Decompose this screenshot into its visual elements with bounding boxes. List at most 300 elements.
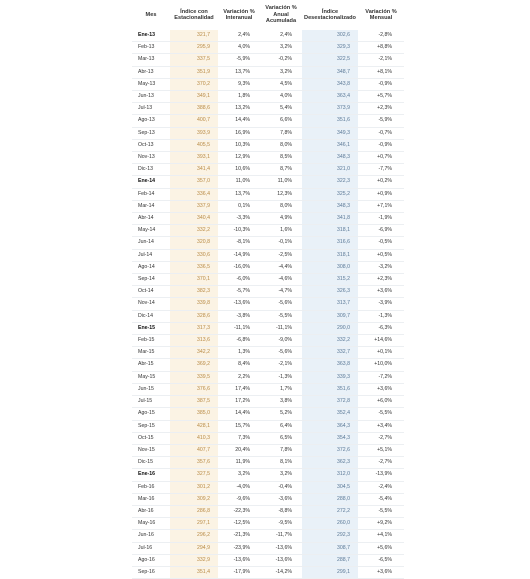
cell-indice-desestacionalizado: 315,2: [302, 274, 358, 286]
cell-variacion-interanual: 2,2%: [218, 371, 260, 383]
header-mes: Mes: [132, 0, 170, 30]
cell-indice-desestacionalizado: 308,7: [302, 542, 358, 554]
cell-variacion-interanual: -5,9%: [218, 54, 260, 66]
cell-mes: Dic-13: [132, 164, 170, 176]
cell-variacion-mensual: -2,7%: [358, 457, 404, 469]
cell-mes: May-13: [132, 78, 170, 90]
cell-indice-estacionalidad: 330,6: [170, 249, 218, 261]
cell-variacion-mensual: +8,1%: [358, 66, 404, 78]
cell-variacion-anual-acumulada: 6,6%: [260, 115, 302, 127]
cell-variacion-interanual: 16,9%: [218, 127, 260, 139]
table-header: [132, 0, 404, 30]
cell-variacion-interanual: 11,0%: [218, 176, 260, 188]
table-row: [132, 54, 404, 66]
table-row: [132, 298, 404, 310]
cell-indice-desestacionalizado: 348,7: [302, 66, 358, 78]
cell-indice-desestacionalizado: 288,0: [302, 493, 358, 505]
cell-mes: Nov-13: [132, 152, 170, 164]
cell-mes: Nov-15: [132, 444, 170, 456]
cell-variacion-mensual: +0,9%: [358, 188, 404, 200]
cell-variacion-interanual: 10,3%: [218, 139, 260, 151]
header-row: [132, 0, 404, 30]
cell-indice-desestacionalizado: 348,3: [302, 152, 358, 164]
cell-indice-estacionalidad: 320,8: [170, 237, 218, 249]
cell-variacion-anual-acumulada: -9,5%: [260, 518, 302, 530]
cell-variacion-anual-acumulada: -2,1%: [260, 359, 302, 371]
cell-variacion-mensual: -0,7%: [358, 127, 404, 139]
cell-variacion-mensual: +4,1%: [358, 530, 404, 542]
cell-variacion-anual-acumulada: 3,2%: [260, 42, 302, 54]
cell-variacion-interanual: -21,3%: [218, 530, 260, 542]
cell-variacion-interanual: -3,3%: [218, 213, 260, 225]
cell-variacion-anual-acumulada: 6,5%: [260, 432, 302, 444]
cell-indice-desestacionalizado: 351,6: [302, 115, 358, 127]
cell-variacion-mensual: -1,9%: [358, 213, 404, 225]
table-row: [132, 103, 404, 115]
cell-indice-estacionalidad: 297,1: [170, 518, 218, 530]
cell-indice-desestacionalizado: 329,3: [302, 42, 358, 54]
cell-variacion-interanual: -6,8%: [218, 335, 260, 347]
cell-mes: Feb-16: [132, 481, 170, 493]
cell-indice-desestacionalizado: 272,2: [302, 505, 358, 517]
table-row: [132, 383, 404, 395]
cell-indice-desestacionalizado: 339,3: [302, 371, 358, 383]
cell-mes: Jun-16: [132, 530, 170, 542]
cell-mes: Feb-13: [132, 42, 170, 54]
cell-indice-desestacionalizado: 288,7: [302, 554, 358, 566]
cell-indice-estacionalidad: 332,2: [170, 225, 218, 237]
cell-variacion-anual-acumulada: 4,0%: [260, 91, 302, 103]
cell-variacion-mensual: +2,3%: [358, 103, 404, 115]
cell-variacion-mensual: +14,6%: [358, 335, 404, 347]
cell-indice-estacionalidad: 388,6: [170, 103, 218, 115]
cell-variacion-interanual: -5,7%: [218, 286, 260, 298]
cell-indice-desestacionalizado: 308,0: [302, 261, 358, 273]
cell-indice-desestacionalizado: 364,3: [302, 420, 358, 432]
table-row: [132, 164, 404, 176]
cell-variacion-interanual: 14,4%: [218, 115, 260, 127]
cell-mes: Jul-13: [132, 103, 170, 115]
table-row: [132, 176, 404, 188]
cell-indice-estacionalidad: 407,7: [170, 444, 218, 456]
cell-variacion-anual-acumulada: 3,2%: [260, 66, 302, 78]
cell-variacion-anual-acumulada: 8,5%: [260, 152, 302, 164]
cell-variacion-anual-acumulada: 8,1%: [260, 457, 302, 469]
cell-indice-desestacionalizado: 321,0: [302, 164, 358, 176]
cell-mes: Sep-15: [132, 420, 170, 432]
cell-variacion-mensual: -5,5%: [358, 408, 404, 420]
cell-variacion-anual-acumulada: 8,7%: [260, 164, 302, 176]
cell-mes: Mar-14: [132, 200, 170, 212]
cell-mes: Jul-16: [132, 542, 170, 554]
cell-indice-estacionalidad: 393,9: [170, 127, 218, 139]
cell-variacion-interanual: 13,2%: [218, 103, 260, 115]
cell-indice-desestacionalizado: 292,3: [302, 530, 358, 542]
cell-mes: Ago-16: [132, 554, 170, 566]
cell-variacion-anual-acumulada: -8,8%: [260, 505, 302, 517]
cell-mes: Abr-14: [132, 213, 170, 225]
cell-mes: Ago-13: [132, 115, 170, 127]
cell-variacion-anual-acumulada: 8,0%: [260, 139, 302, 151]
cell-mes: Oct-13: [132, 139, 170, 151]
cell-mes: Ene-16: [132, 469, 170, 481]
cell-indice-desestacionalizado: 302,6: [302, 30, 358, 42]
cell-indice-desestacionalizado: 316,6: [302, 237, 358, 249]
cell-mes: Jun-15: [132, 383, 170, 395]
table-row: [132, 66, 404, 78]
cell-variacion-interanual: 13,7%: [218, 66, 260, 78]
cell-variacion-anual-acumulada: 3,2%: [260, 469, 302, 481]
table-row: [132, 481, 404, 493]
cell-variacion-interanual: -6,0%: [218, 274, 260, 286]
cell-mes: Sep-13: [132, 127, 170, 139]
table-row: [132, 322, 404, 334]
cell-mes: Ago-15: [132, 408, 170, 420]
cell-mes: Mar-15: [132, 347, 170, 359]
cell-variacion-interanual: -9,6%: [218, 493, 260, 505]
table-row: [132, 274, 404, 286]
cell-variacion-anual-acumulada: 3,8%: [260, 396, 302, 408]
cell-indice-estacionalidad: 369,2: [170, 359, 218, 371]
cell-variacion-anual-acumulada: 2,4%: [260, 30, 302, 42]
header-variacion-anual-acumulada: Variación % Anual Acumulada: [260, 0, 302, 30]
cell-variacion-interanual: 20,4%: [218, 444, 260, 456]
cell-mes: May-16: [132, 518, 170, 530]
cell-indice-desestacionalizado: 343,8: [302, 78, 358, 90]
cell-variacion-mensual: +0,1%: [358, 347, 404, 359]
cell-indice-desestacionalizado: 363,4: [302, 91, 358, 103]
cell-variacion-interanual: 11,9%: [218, 457, 260, 469]
cell-variacion-interanual: -3,8%: [218, 310, 260, 322]
cell-variacion-anual-acumulada: 12,3%: [260, 188, 302, 200]
table-row: [132, 42, 404, 54]
cell-mes: Jul-15: [132, 396, 170, 408]
cell-indice-desestacionalizado: 373,9: [302, 103, 358, 115]
cell-mes: Abr-13: [132, 66, 170, 78]
cell-mes: Oct-14: [132, 286, 170, 298]
cell-variacion-interanual: -11,1%: [218, 322, 260, 334]
table-row: [132, 335, 404, 347]
table-row: [132, 530, 404, 542]
data-table-container: [132, 0, 404, 579]
table-body: [132, 30, 404, 579]
table-row: [132, 493, 404, 505]
table-row: [132, 396, 404, 408]
cell-mes: Jun-13: [132, 91, 170, 103]
cell-indice-desestacionalizado: 322,5: [302, 54, 358, 66]
cell-indice-estacionalidad: 339,8: [170, 298, 218, 310]
cell-variacion-interanual: -22,3%: [218, 505, 260, 517]
cell-variacion-anual-acumulada: 4,5%: [260, 78, 302, 90]
cell-variacion-interanual: -13,6%: [218, 554, 260, 566]
cell-variacion-interanual: -17,9%: [218, 566, 260, 578]
cell-variacion-interanual: 17,2%: [218, 396, 260, 408]
cell-mes: Abr-16: [132, 505, 170, 517]
cell-variacion-anual-acumulada: 1,7%: [260, 383, 302, 395]
cell-indice-desestacionalizado: 299,1: [302, 566, 358, 578]
cell-variacion-anual-acumulada: -13,6%: [260, 542, 302, 554]
cell-mes: May-14: [132, 225, 170, 237]
cell-variacion-mensual: -6,5%: [358, 554, 404, 566]
cell-indice-desestacionalizado: 363,8: [302, 359, 358, 371]
cell-variacion-mensual: +3,6%: [358, 286, 404, 298]
table-row: [132, 78, 404, 90]
cell-indice-desestacionalizado: 348,3: [302, 200, 358, 212]
cell-indice-estacionalidad: 349,1: [170, 91, 218, 103]
cell-variacion-interanual: 12,9%: [218, 152, 260, 164]
cell-variacion-anual-acumulada: -0,4%: [260, 481, 302, 493]
table-row: [132, 554, 404, 566]
cell-indice-desestacionalizado: 322,3: [302, 176, 358, 188]
cell-indice-desestacionalizado: 352,4: [302, 408, 358, 420]
cell-indice-desestacionalizado: 313,7: [302, 298, 358, 310]
cell-indice-estacionalidad: 410,3: [170, 432, 218, 444]
cell-indice-estacionalidad: 337,5: [170, 54, 218, 66]
cell-variacion-mensual: +6,0%: [358, 396, 404, 408]
cell-variacion-interanual: -16,0%: [218, 261, 260, 273]
cell-indice-estacionalidad: 387,5: [170, 396, 218, 408]
cell-variacion-interanual: 0,1%: [218, 200, 260, 212]
cell-variacion-interanual: -10,3%: [218, 225, 260, 237]
table-row: [132, 213, 404, 225]
cell-variacion-anual-acumulada: -5,6%: [260, 298, 302, 310]
header-variacion-mensual: Variación % Mensual: [358, 0, 404, 30]
cell-indice-desestacionalizado: 341,8: [302, 213, 358, 225]
cell-variacion-interanual: 7,3%: [218, 432, 260, 444]
table-row: [132, 310, 404, 322]
cell-variacion-anual-acumulada: -0,2%: [260, 54, 302, 66]
table-row: [132, 457, 404, 469]
cell-mes: Oct-15: [132, 432, 170, 444]
cell-mes: Nov-14: [132, 298, 170, 310]
cell-variacion-interanual: -13,6%: [218, 298, 260, 310]
table-row: [132, 518, 404, 530]
table-row: [132, 152, 404, 164]
cell-indice-estacionalidad: 327,5: [170, 469, 218, 481]
table-row: [132, 359, 404, 371]
cell-indice-estacionalidad: 340,4: [170, 213, 218, 225]
cell-variacion-interanual: 1,8%: [218, 91, 260, 103]
cell-variacion-anual-acumulada: 11,0%: [260, 176, 302, 188]
table-row: [132, 127, 404, 139]
table-row: [132, 469, 404, 481]
cell-indice-estacionalidad: 313,6: [170, 335, 218, 347]
table-row: [132, 91, 404, 103]
cell-variacion-mensual: -1,3%: [358, 310, 404, 322]
cell-variacion-mensual: -3,9%: [358, 298, 404, 310]
cell-variacion-interanual: 10,6%: [218, 164, 260, 176]
cell-variacion-anual-acumulada: 5,2%: [260, 408, 302, 420]
cell-indice-desestacionalizado: 362,3: [302, 457, 358, 469]
table-row: [132, 371, 404, 383]
cell-variacion-mensual: -5,9%: [358, 115, 404, 127]
cell-variacion-anual-acumulada: 7,8%: [260, 127, 302, 139]
cell-variacion-mensual: +5,6%: [358, 542, 404, 554]
cell-variacion-interanual: -23,9%: [218, 542, 260, 554]
cell-indice-desestacionalizado: 312,0: [302, 469, 358, 481]
cell-mes: Ene-14: [132, 176, 170, 188]
cell-mes: Abr-15: [132, 359, 170, 371]
cell-mes: Mar-16: [132, 493, 170, 505]
cell-indice-estacionalidad: 317,3: [170, 322, 218, 334]
cell-variacion-anual-acumulada: 4,9%: [260, 213, 302, 225]
table-row: [132, 249, 404, 261]
cell-variacion-mensual: -3,2%: [358, 261, 404, 273]
table-row: [132, 237, 404, 249]
cell-variacion-interanual: -4,0%: [218, 481, 260, 493]
cell-indice-desestacionalizado: 332,7: [302, 347, 358, 359]
cell-mes: Mar-13: [132, 54, 170, 66]
cell-variacion-mensual: +9,2%: [358, 518, 404, 530]
cell-indice-estacionalidad: 341,4: [170, 164, 218, 176]
cell-indice-estacionalidad: 286,8: [170, 505, 218, 517]
cell-indice-estacionalidad: 294,9: [170, 542, 218, 554]
cell-mes: Ago-14: [132, 261, 170, 273]
cell-indice-desestacionalizado: 354,3: [302, 432, 358, 444]
cell-variacion-interanual: 1,3%: [218, 347, 260, 359]
header-indice-desestacionalizado: Índice Desestacionalizado: [302, 0, 358, 30]
cell-mes: Ene-13: [132, 30, 170, 42]
table-row: [132, 200, 404, 212]
cell-indice-estacionalidad: 400,7: [170, 115, 218, 127]
table-row: [132, 225, 404, 237]
table-row: [132, 261, 404, 273]
cell-variacion-mensual: +3,4%: [358, 420, 404, 432]
cell-variacion-anual-acumulada: -4,6%: [260, 274, 302, 286]
cell-variacion-anual-acumulada: -11,7%: [260, 530, 302, 542]
cell-variacion-mensual: -5,4%: [358, 493, 404, 505]
cell-variacion-anual-acumulada: -2,5%: [260, 249, 302, 261]
cell-variacion-anual-acumulada: -1,3%: [260, 371, 302, 383]
cell-variacion-mensual: -7,2%: [358, 371, 404, 383]
table-row: [132, 542, 404, 554]
cell-mes: Ene-15: [132, 322, 170, 334]
cell-variacion-interanual: 13,7%: [218, 188, 260, 200]
cell-indice-desestacionalizado: 372,8: [302, 396, 358, 408]
cell-mes: May-15: [132, 371, 170, 383]
table-row: [132, 505, 404, 517]
cell-variacion-interanual: 15,7%: [218, 420, 260, 432]
cell-variacion-mensual: +2,3%: [358, 274, 404, 286]
cell-indice-estacionalidad: 351,9: [170, 66, 218, 78]
cell-variacion-mensual: +5,7%: [358, 91, 404, 103]
cell-indice-desestacionalizado: 372,6: [302, 444, 358, 456]
cell-indice-desestacionalizado: 346,1: [302, 139, 358, 151]
cell-mes: Jul-14: [132, 249, 170, 261]
cell-mes: Dic-15: [132, 457, 170, 469]
cell-indice-desestacionalizado: 351,6: [302, 383, 358, 395]
table-row: [132, 420, 404, 432]
cell-indice-desestacionalizado: 318,1: [302, 249, 358, 261]
cell-mes: Feb-15: [132, 335, 170, 347]
cell-variacion-interanual: -14,9%: [218, 249, 260, 261]
cell-variacion-anual-acumulada: -14,2%: [260, 566, 302, 578]
cell-indice-estacionalidad: 351,4: [170, 566, 218, 578]
cell-indice-estacionalidad: 295,9: [170, 42, 218, 54]
cell-indice-estacionalidad: 328,6: [170, 310, 218, 322]
cell-variacion-anual-acumulada: -5,6%: [260, 347, 302, 359]
cell-indice-desestacionalizado: 332,2: [302, 335, 358, 347]
cell-variacion-mensual: -6,9%: [358, 225, 404, 237]
cell-indice-estacionalidad: 370,1: [170, 274, 218, 286]
cell-indice-estacionalidad: 339,5: [170, 371, 218, 383]
cell-mes: Dic-14: [132, 310, 170, 322]
table-row: [132, 139, 404, 151]
cell-variacion-interanual: 17,4%: [218, 383, 260, 395]
cell-mes: Jun-14: [132, 237, 170, 249]
cell-indice-estacionalidad: 405,5: [170, 139, 218, 151]
cell-variacion-interanual: 9,3%: [218, 78, 260, 90]
cell-variacion-interanual: 2,4%: [218, 30, 260, 42]
cell-indice-estacionalidad: 337,9: [170, 200, 218, 212]
cell-indice-estacionalidad: 385,0: [170, 408, 218, 420]
cell-variacion-mensual: +7,1%: [358, 200, 404, 212]
table-row: [132, 286, 404, 298]
cell-variacion-interanual: 3,2%: [218, 469, 260, 481]
cell-variacion-mensual: +0,7%: [358, 152, 404, 164]
cell-variacion-mensual: -0,9%: [358, 139, 404, 151]
cell-indice-estacionalidad: 370,2: [170, 78, 218, 90]
cell-indice-estacionalidad: 393,1: [170, 152, 218, 164]
cell-indice-desestacionalizado: 260,0: [302, 518, 358, 530]
cell-indice-estacionalidad: 332,9: [170, 554, 218, 566]
header-variacion-interanual: Variación % Interanual: [218, 0, 260, 30]
table-row: [132, 408, 404, 420]
cell-variacion-anual-acumulada: -9,0%: [260, 335, 302, 347]
cell-indice-estacionalidad: 336,4: [170, 188, 218, 200]
cell-indice-desestacionalizado: 325,2: [302, 188, 358, 200]
cell-indice-estacionalidad: 321,7: [170, 30, 218, 42]
cell-mes: Sep-16: [132, 566, 170, 578]
table-row: [132, 347, 404, 359]
cell-variacion-mensual: -13,9%: [358, 469, 404, 481]
cell-variacion-mensual: +0,2%: [358, 176, 404, 188]
monthly-index-table: [132, 0, 404, 579]
cell-variacion-mensual: -2,1%: [358, 54, 404, 66]
cell-variacion-anual-acumulada: -4,7%: [260, 286, 302, 298]
cell-mes: Sep-14: [132, 274, 170, 286]
cell-variacion-mensual: -5,5%: [358, 505, 404, 517]
table-row: [132, 566, 404, 578]
cell-variacion-interanual: 4,0%: [218, 42, 260, 54]
cell-variacion-interanual: -8,1%: [218, 237, 260, 249]
cell-indice-desestacionalizado: 349,3: [302, 127, 358, 139]
cell-variacion-anual-acumulada: -3,6%: [260, 493, 302, 505]
cell-variacion-anual-acumulada: 7,8%: [260, 444, 302, 456]
cell-variacion-mensual: +10,0%: [358, 359, 404, 371]
cell-variacion-anual-acumulada: -13,6%: [260, 554, 302, 566]
cell-indice-desestacionalizado: 290,0: [302, 322, 358, 334]
cell-indice-estacionalidad: 357,6: [170, 457, 218, 469]
cell-variacion-mensual: -2,4%: [358, 481, 404, 493]
table-row: [132, 444, 404, 456]
cell-variacion-mensual: -6,3%: [358, 322, 404, 334]
cell-indice-estacionalidad: 296,2: [170, 530, 218, 542]
cell-variacion-mensual: +8,8%: [358, 42, 404, 54]
cell-variacion-mensual: +3,6%: [358, 566, 404, 578]
cell-variacion-mensual: +5,1%: [358, 444, 404, 456]
cell-variacion-interanual: -12,5%: [218, 518, 260, 530]
cell-indice-estacionalidad: 357,0: [170, 176, 218, 188]
cell-variacion-anual-acumulada: 1,6%: [260, 225, 302, 237]
table-row: [132, 30, 404, 42]
cell-variacion-mensual: -0,5%: [358, 237, 404, 249]
cell-indice-estacionalidad: 301,2: [170, 481, 218, 493]
header-indice-estacionalidad: Índice con Estacionalidad: [170, 0, 218, 30]
cell-variacion-anual-acumulada: -5,5%: [260, 310, 302, 322]
cell-variacion-anual-acumulada: -11,1%: [260, 322, 302, 334]
cell-variacion-mensual: +0,5%: [358, 249, 404, 261]
